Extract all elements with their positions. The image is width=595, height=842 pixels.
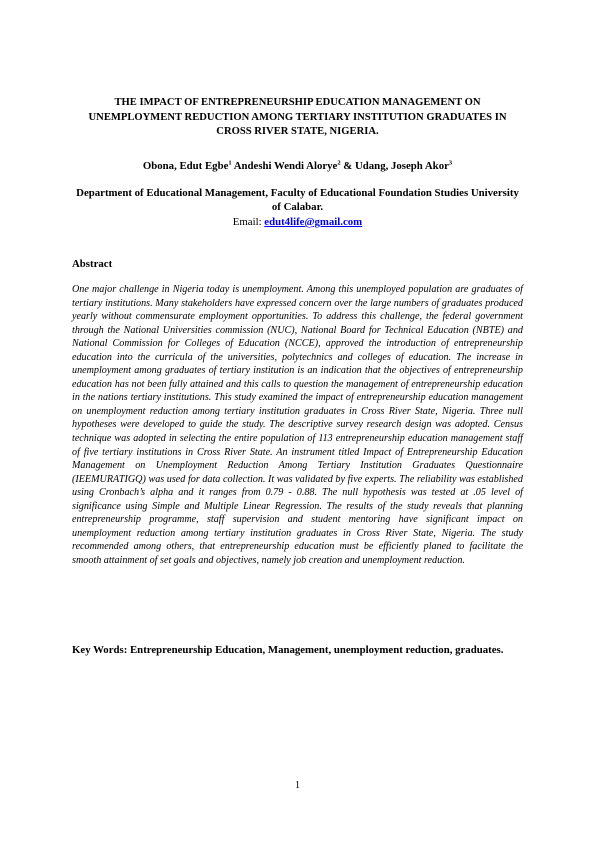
author-affiliation-mark: 2 xyxy=(337,159,341,167)
affiliation: Department of Educational Management, Faculty of Educational Foundation Studies University of Calabar. xyxy=(76,187,519,213)
author-affiliation-mark: 1 xyxy=(228,159,232,167)
paper-title: THE IMPACT OF ENTREPRENEURSHIP EDUCATION MANAGEMENT ON UNEMPLOYMENT REDUCTION AMONG TERTIARY INSTITUTION GRADUATES IN CROSS RIVER STATE, NIGERIA. xyxy=(88,97,507,137)
author-line xyxy=(72,159,523,173)
author-name: Obona, Edut Egbe xyxy=(142,160,229,172)
keywords: Key Words: Entrepreneurship Education, Management, unemployment reduction, graduates. xyxy=(72,644,504,656)
abstract-heading: Abstract xyxy=(72,258,113,270)
abstract-body: One major challenge in Nigeria today is unemployment. Among this unemployed population are graduates of tertiary institutions. Many stakeholders have expressed concern over the large numbers of graduates produced yearly without commensurate employment opportunities. To address this challenge, the federal government through the National Universities commission (NUC), National Board for Technical Education (NBTE) and National Commission for Colleges of Education (NCCE), approved the introduction of entrepreneurship education into the curricula of the universities, polytechnics and colleges of education. The increase in unemployment among graduates of tertiary institution is an indication that the objectives of entrepreneurship education has not been fully attained and this calls to question the management of entrepreneurship education in the nations tertiary institutions. This study examined the impact of entrepreneurship education management on unemployment reduction among tertiary institution graduates in Cross River State, Nigeria. Three null hypotheses were developed to guide the study. The descriptive survey research design was adopted. Census technique was adopted in selecting the entire population of 113 entrepreneurship education management staff of five tertiary institutions in Cross River State. An instrument titled Impact of Entrepreneurship Education Management on Unemployment Reduction Among Tertiary Institution Graduates Questionnaire (IEEMURATIGQ) was used for data collection. It was validated by five experts. The reliability was established using Cronbach’s alpha and it ranges from 0.79 - 0.88. The null hypothesis was tested at .05 level of significance using Simple and Multiple Linear Regression. The results of the study reveals that planning entrepreneurship programme, staff supervision and student mentoring have significant impact on unemployment reduction among tertiary institution graduates in Cross River State, Nigeria. The study recommended among others, that entrepreneurship education must be efficiently planed to facilitate the smooth attainment of set goals and objectives, namely job creation and unemployment reduction. xyxy=(72,284,523,566)
author-name: Andeshi Wendi Alorye xyxy=(233,160,338,172)
email-link[interactable]: edut4life@gmail.com xyxy=(264,216,363,228)
page-number: 1 xyxy=(295,780,300,791)
email-label: Email: xyxy=(232,216,265,228)
author-separator: & xyxy=(340,160,355,172)
author-affiliation-mark: 3 xyxy=(448,159,453,167)
author-name: Udang, Joseph Akor xyxy=(354,160,449,172)
email-line xyxy=(72,215,523,229)
